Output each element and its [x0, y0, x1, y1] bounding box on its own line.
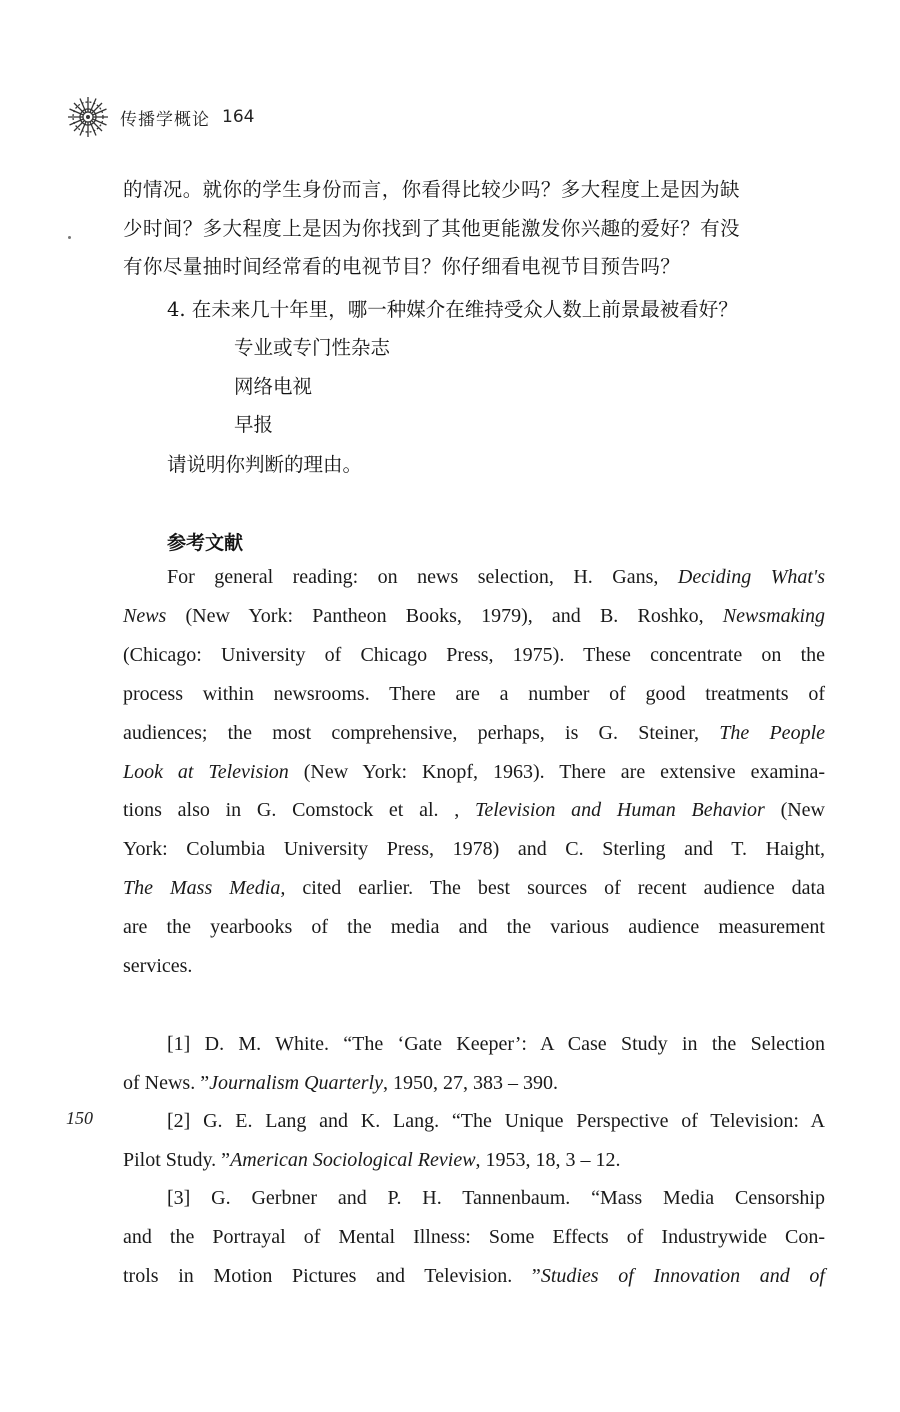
- question-4: 4. 在未来几十年里，哪一种媒介在维持受众人数上前景最被看好？: [167, 298, 738, 321]
- general-reading-paragraph: [123, 558, 825, 986]
- question-4-options: [234, 329, 390, 445]
- text-line: [123, 869, 825, 908]
- text-run: trols in Motion Pictures and Television. ”: [123, 1264, 541, 1287]
- text-line: [123, 636, 825, 675]
- question-4-follow-up: 请说明你判断的理由。: [167, 453, 363, 476]
- text-run: services.: [123, 955, 193, 978]
- paragraph-line: 少时间？多大程度上是因为你找到了其他更能激发你兴趣的爱好？有没: [123, 216, 740, 240]
- text-run: (New: [764, 799, 825, 822]
- italic-title: The Mass Media,: [123, 877, 286, 900]
- citation-3: [123, 1179, 825, 1296]
- text-line: [123, 1257, 825, 1296]
- running-header: [66, 95, 254, 139]
- question-3-continuation: [123, 171, 831, 287]
- text-run: , 1950, 27, 383 – 390.: [382, 1071, 558, 1094]
- citation-1: [123, 1025, 825, 1103]
- text-run: For general reading: on news selection, H. Gans,: [167, 566, 678, 588]
- option-item: 网络电视: [234, 374, 313, 398]
- italic-title: Journalism Quarterly: [209, 1071, 383, 1094]
- italic-title: Television and Human Behavior: [475, 799, 765, 822]
- option-item: 专业或专门性杂志: [234, 336, 391, 359]
- italic-title: The People: [719, 721, 825, 744]
- text-line: [123, 1025, 825, 1064]
- text-run: (Chicago: University of Chicago Press, 1975). These concentrate on the: [123, 643, 825, 666]
- italic-title: News: [123, 604, 167, 627]
- text-line: [123, 830, 825, 869]
- citation-2: [123, 1102, 825, 1180]
- text-line: [123, 908, 825, 947]
- sunburst-ornament-icon: [66, 95, 110, 139]
- paragraph-line: 有你尽量抽时间经常看的电视节目？你仔细看电视节目预告吗？: [123, 255, 681, 278]
- italic-title: Deciding What's: [677, 566, 825, 588]
- text-run: and the Portrayal of Mental Illness: Some Effects of Industrywide Con-: [123, 1225, 825, 1248]
- text-line: [123, 1179, 825, 1218]
- text-line: [123, 675, 825, 714]
- text-run: are the yearbooks of the media and the various audience measurement: [123, 916, 825, 939]
- italic-title: American Sociological Review: [230, 1148, 476, 1171]
- text-line: [123, 947, 825, 986]
- text-line: [123, 558, 825, 597]
- text-line: [123, 753, 825, 792]
- text-line: [123, 791, 825, 830]
- print-speck: [68, 236, 71, 239]
- text-run: of News. ”: [123, 1071, 210, 1094]
- text-line: [123, 1102, 825, 1141]
- text-run: tions also in G. Comstock et al. ,: [123, 799, 476, 822]
- header-page-number: 164: [222, 107, 255, 127]
- option-item: 早报: [234, 413, 274, 436]
- text-run: process within newsrooms. There are a number of good treatments of: [123, 682, 825, 705]
- book-title: 传播学概论: [120, 109, 210, 130]
- text-run: [1] D. M. White. “The ‘Gate Keeper’: A Case Study in the Selection: [167, 1033, 825, 1055]
- text-line: [123, 1218, 825, 1257]
- text-run: (New York: Pantheon Books, 1979), and B. Roshko,: [166, 604, 723, 627]
- italic-title: Newsmaking: [722, 604, 825, 627]
- margin-page-number: 150: [66, 1108, 93, 1128]
- text-run: (New York: Knopf, 1963). There are extensive examina-: [288, 760, 825, 783]
- text-run: York: Columbia University Press, 1978) and C. Sterling and T. Haight,: [123, 838, 825, 861]
- text-run: [3] G. Gerbner and P. H. Tannenbaum. “Mass Media Censorship: [167, 1187, 825, 1209]
- italic-title: Studies of Innovation and of: [540, 1264, 825, 1287]
- text-run: Pilot Study. ”: [123, 1148, 231, 1171]
- text-line: [123, 1064, 825, 1103]
- references-heading: 参考文献: [167, 532, 244, 554]
- italic-title: Look at Television: [123, 760, 289, 783]
- text-run: audiences; the most comprehensive, perhaps, is G. Steiner,: [123, 721, 720, 744]
- text-line: [123, 1141, 825, 1180]
- text-run: cited earlier. The best sources of recent audience data: [285, 877, 825, 900]
- text-run: , 1953, 18, 3 – 12.: [475, 1148, 621, 1171]
- text-line: [123, 597, 825, 636]
- paragraph-line: 的情况。就你的学生身份而言，你看得比较少吗？多大程度上是因为缺: [123, 178, 740, 201]
- text-line: [123, 714, 825, 753]
- text-run: [2] G. E. Lang and K. Lang. “The Unique Perspective of Television: A: [167, 1110, 825, 1132]
